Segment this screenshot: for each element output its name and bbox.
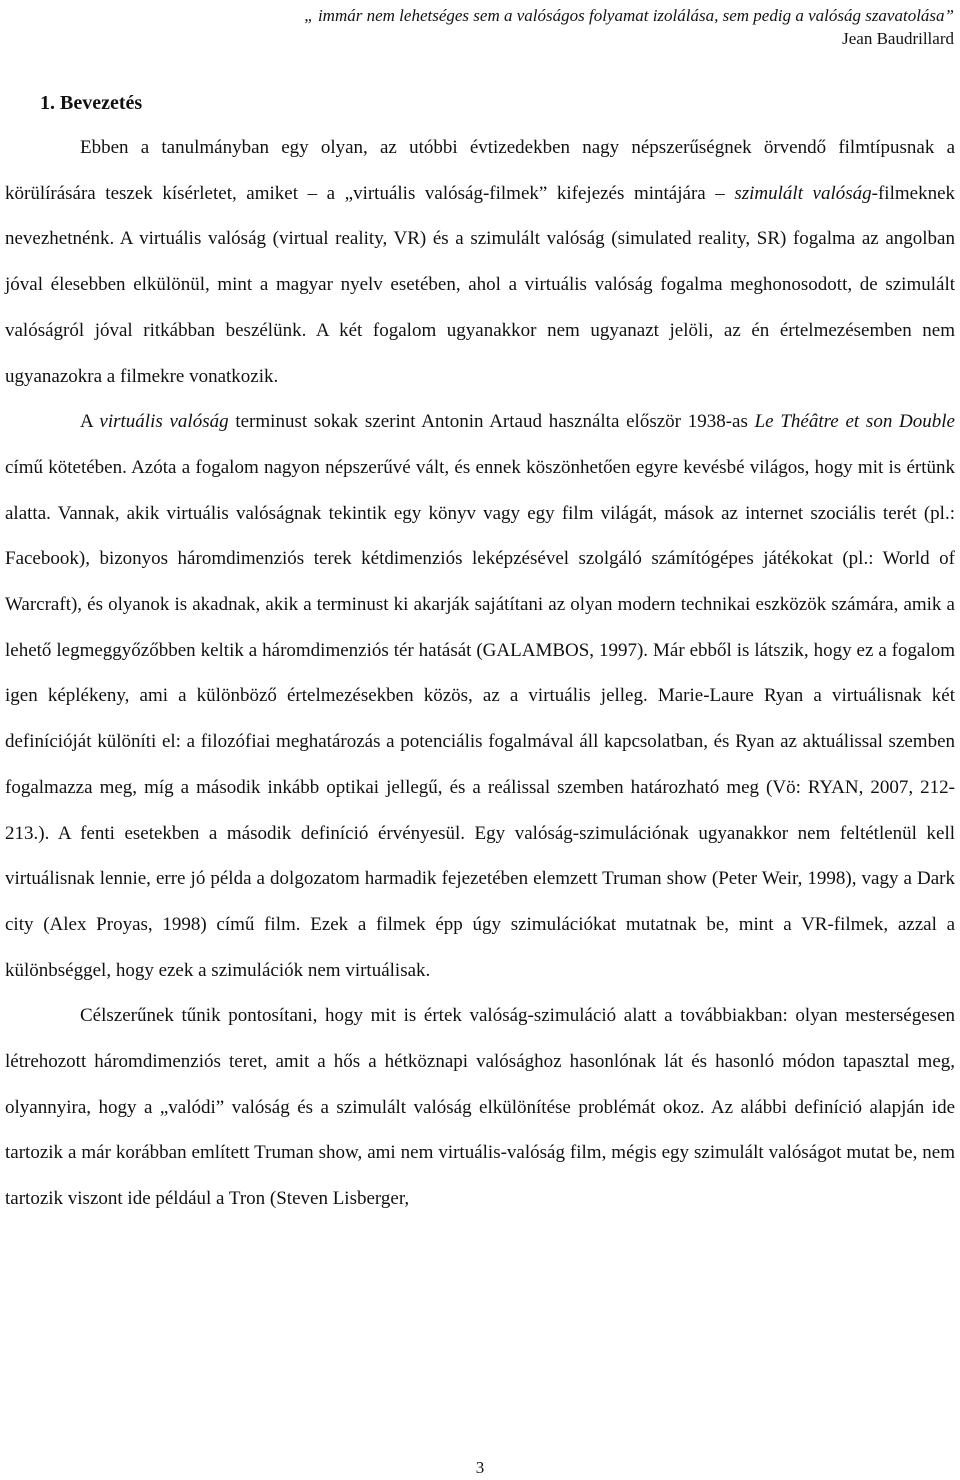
italic-text: szimulált valóság <box>734 182 872 204</box>
text-run: -filmeknek nevezhetnénk. A virtuális valóság (virtual reality, VR) és a szimulált valóság (simulated reality, SR) fogalma az angolban jóval élesebben elkülönül, mint a magyar nyelv esetében, ahol a virtuális valóság fogalma meghonosodott, de szimulált valóságról jóval ritkábban beszélünk. A két fogalom ugyanakkor nem ugyanazt jelöli, az én értelmezésemben nem ugyanazokra a filmekre vonatkozik. <box>5 182 956 387</box>
paragraph <box>5 399 955 993</box>
section-heading: 1. Bevezetés <box>40 92 143 114</box>
body-text <box>5 125 955 1222</box>
page-number: 3 <box>475 1458 485 1477</box>
text-run: Célszerűnek tűnik pontosítani, hogy mit is értek valóság-szimuláció alatt a továbbiakban: olyan mesterségesen létrehozott háromdimenziós teret, amit a hős a hétköznapi valósághoz hasonlónak lát és hasonló módon tapasztal meg, olyannyira, hogy a „valódi” valóság és a szimulált valóság elkülönítése problémát okoz. Az alábbi definíció alapján ide tartozik a már korábban említett Truman show, ami nem virtuális-valóság film, mégis egy szimulált valóságot mutat be, nem tartozik viszont ide például a Tron (Steven Lisberger, <box>5 1005 955 1210</box>
text-run: című kötetében. Azóta a fogalom nagyon népszerűvé vált, és ennek köszönhetően egyre kevésbé világos, hogy mit is értünk alatta. Vannak, akik virtuális valóságnak tekintik egy könyv vagy egy film világát, mások az internet szociális terét (pl.: Facebook), bizonyos háromdimenziós terek kétdimenziós leképzésével szolgáló számítógépes játékokat (pl.: World of Warcraft), és olyanok is akadnak, akik a terminust ki akarják sajátítani az olyan modern technikai eszközök számára, amik a lehető legmeggyőzőbben keltik a háromdimenziós tér hatását (GALAMBOS, 1997). Már ebből is látszik, hogy ez a fogalom igen képlékeny, ami a különböző értelmezésekben közös, az a virtuális jelleg. Marie-Laure Ryan a virtuálisnak két definícióját különíti el: a filozófiai meghatározás a potenciális fogalmával áll kapcsolatban, és Ryan az aktuálissal szemben fogalmazza meg, míg a második inkább optikai jellegű, és a reálissal szemben határozható meg (Vö: RYAN, 2007, 212-213.). A fenti esetekben a második definíció érvényesül. Egy valóság-szimulációnak ugyanakkor nem feltétlenül kell virtuálisnak lennie, erre jó példa a dolgozatom harmadik fejezetében elemzett Truman show (Peter Weir, 1998), vagy a Dark city (Alex Proyas, 1998) című film. Ezek a filmek épp úgy szimulációkat mutatnak be, mint a VR-filmek, azzal a különbséggel, hogy ezek a szimulációk nem virtuálisak. <box>5 456 955 981</box>
text-run: Ebben a tanulmányban egy olyan, az utóbbi évtizedekben nagy népszerűségnek örvendő filmtípusnak a körülírására teszek kísérletet, amiket – a „virtuális valóság-filmek” kifejezés mintájára – <box>5 137 955 204</box>
paragraph <box>5 993 955 1222</box>
epigraph-quote: „ immár nem lehetséges sem a valóságos folyamat izolálása, sem pedig a valóság szavatolása” <box>304 6 954 25</box>
paragraph <box>5 125 955 399</box>
text-run: terminust sokak szerint Antonin Artaud használta először 1938-as <box>228 411 755 433</box>
italic-text: virtuális valóság <box>99 411 229 433</box>
text-run: A <box>80 411 100 433</box>
epigraph <box>14 4 954 50</box>
epigraph-author: Jean Baudrillard <box>842 29 954 48</box>
italic-text: Le Théâtre et son Double <box>754 411 955 433</box>
